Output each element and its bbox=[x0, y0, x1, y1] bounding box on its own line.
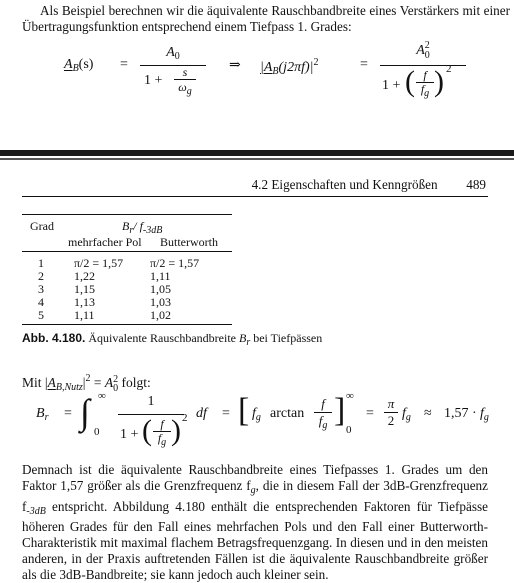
f2-pi-frac bbox=[384, 396, 398, 429]
omega-symbol: ω bbox=[178, 80, 187, 94]
den2-rparen: ) bbox=[434, 65, 444, 98]
symbol-A: A bbox=[64, 57, 73, 72]
integral-sign: ∫ bbox=[80, 392, 90, 432]
f2-fg-sub: g bbox=[255, 412, 261, 423]
f2-approx: ≈ bbox=[424, 406, 432, 421]
mit-A0-sub: 0 bbox=[113, 382, 119, 394]
f2-eq3: = bbox=[366, 406, 374, 421]
cell-butter: π/2 = 1,57 bbox=[150, 256, 200, 270]
col-butter-header: Butterworth bbox=[160, 235, 218, 249]
body-paragraph bbox=[22, 462, 488, 583]
f2-pi: π bbox=[384, 396, 398, 413]
mit-pow: 2 bbox=[85, 373, 91, 384]
caption-label: Abb. 4.180. bbox=[22, 331, 86, 345]
mit-A0-sup: 2 bbox=[113, 373, 119, 385]
equals-sign-2: = bbox=[360, 57, 368, 72]
cell-pol: 1,13 bbox=[74, 295, 95, 309]
group-Br-sub: r bbox=[129, 225, 134, 236]
den-one: 1 + bbox=[144, 73, 163, 88]
body-f3db-sub: -3dB bbox=[26, 505, 46, 517]
cell-grad: 4 bbox=[38, 295, 44, 309]
table-row bbox=[22, 308, 232, 321]
abs-A: |A bbox=[260, 60, 273, 75]
den2-fg bbox=[416, 83, 434, 100]
group-header bbox=[122, 219, 162, 236]
mit-mid: | bbox=[82, 375, 86, 390]
den2-fg-f: f bbox=[420, 82, 425, 96]
f2-fg3 bbox=[480, 406, 489, 423]
f2-val: 1,57 · bbox=[444, 406, 477, 421]
f2-den-one: 1 + bbox=[120, 427, 139, 442]
f2-den-frac bbox=[153, 418, 171, 449]
cell-pol: π/2 = 1,57 bbox=[74, 256, 124, 270]
page-break-rule bbox=[0, 150, 514, 156]
f2-lim-top: ∞ bbox=[346, 390, 354, 402]
f2-fg2 bbox=[402, 406, 411, 423]
f2-df: df bbox=[196, 406, 207, 421]
cell-grad: 1 bbox=[38, 256, 44, 270]
f2-lbracket: [ bbox=[238, 392, 250, 429]
fraction1-bar bbox=[140, 65, 206, 66]
f2-lparen: ( bbox=[142, 414, 152, 447]
fraction2-numerator bbox=[380, 41, 466, 61]
den2-fg-sub: g bbox=[424, 88, 430, 99]
abs-pow: 2 bbox=[313, 57, 319, 68]
f2-fg2-sub: g bbox=[405, 412, 411, 423]
header-rule bbox=[22, 196, 488, 197]
body-p2: entspricht. Abbildung 4.180 enthält die entsprechenden Faktoren für Tiefpässe höheren Grades für den Fall eines mehrfachen Pols und den Fall einer Butterworth-Charakteristik mit maximal flachem Betragsfrequenzgang. In diesen und in den meisten anderen, in der Praxis auftretenden Fällen ist die äquivalente Rauschbandbreite größer als die 3dB-Bandbreite; sie kann jedoch auch kleiner sein. bbox=[22, 498, 488, 582]
mit-A: A bbox=[47, 375, 56, 390]
f2-two: 2 bbox=[387, 413, 395, 428]
f2-arctan-frac bbox=[314, 396, 332, 434]
integral-bottom: 0 bbox=[94, 426, 100, 438]
den2-one: 1 + bbox=[382, 78, 401, 93]
num2-A: A bbox=[416, 43, 425, 59]
f2-fg3-f: f bbox=[480, 406, 484, 421]
formula1-lhs bbox=[64, 57, 93, 74]
symbol-arg: (s) bbox=[78, 57, 94, 72]
col-pol-header: mehrfacher Pol bbox=[68, 235, 142, 249]
group-Br: B bbox=[122, 219, 130, 233]
f2-eq2: = bbox=[222, 406, 230, 421]
den-frac bbox=[174, 65, 196, 99]
den2-frac bbox=[416, 69, 434, 100]
omega-sub: g bbox=[186, 86, 192, 97]
running-header bbox=[0, 177, 486, 193]
f2-den-fg-sub: g bbox=[161, 437, 167, 448]
f2-fg2-f: f bbox=[402, 406, 406, 421]
f2-den-fg bbox=[153, 432, 171, 449]
f2-den-fg-f: f bbox=[157, 431, 162, 445]
mit-A-sub: B,Nutz bbox=[55, 382, 83, 393]
group-f: / f bbox=[133, 219, 143, 233]
f2-rparen: ) bbox=[171, 414, 181, 447]
num-A-sub: 0 bbox=[174, 51, 180, 62]
body-p1: Demnach ist die äquivalente Rauschbandbreite eines Tiefpasses 1. Grades um den Faktor 1,57 größer als die Grenzfrequenz f bbox=[22, 462, 488, 493]
body-fg-sub: g bbox=[250, 484, 256, 496]
symbol-A-sub: B bbox=[72, 63, 79, 74]
f2-fg-f: f bbox=[252, 406, 256, 421]
caption-sym-sub: r bbox=[246, 337, 251, 348]
table-row bbox=[22, 282, 232, 295]
formula-transfer-function bbox=[64, 40, 504, 107]
cell-pol: 1,22 bbox=[74, 269, 95, 283]
f2-afg-f: f bbox=[318, 413, 323, 428]
table-body bbox=[22, 256, 232, 321]
den2-lparen: ( bbox=[405, 65, 415, 98]
caption-sym: B bbox=[238, 331, 247, 345]
integral-top: ∞ bbox=[98, 390, 106, 402]
figure-caption bbox=[22, 331, 322, 348]
cell-butter: 1,02 bbox=[150, 308, 171, 322]
f2-af: f bbox=[314, 396, 332, 413]
body-p1b: , die in diesem Fall der 3dB-Grenzfrequenz f bbox=[22, 477, 489, 514]
page-break-rule-thin bbox=[0, 158, 514, 160]
equals-sign: = bbox=[120, 57, 128, 72]
formula-noise-bandwidth bbox=[36, 390, 506, 456]
fraction1-numerator bbox=[140, 45, 206, 62]
cell-grad: 3 bbox=[38, 282, 44, 296]
f2-rbracket: ] bbox=[334, 392, 346, 429]
num2-sup: 2 bbox=[424, 40, 430, 51]
den-s: s bbox=[174, 65, 196, 80]
f2-arctan: arctan bbox=[270, 406, 305, 421]
cell-grad: 5 bbox=[38, 308, 44, 322]
num2-sub: 0 bbox=[424, 50, 430, 61]
f2-lim-bot: 0 bbox=[346, 424, 352, 436]
f2-eq: = bbox=[64, 406, 72, 421]
cell-butter: 1,03 bbox=[150, 295, 171, 309]
f2-num: 1 bbox=[147, 394, 155, 409]
cell-pol: 1,11 bbox=[74, 308, 95, 322]
f2-den-pow: 2 bbox=[182, 412, 188, 424]
mit-A0: A bbox=[104, 375, 114, 390]
den2-pow: 2 bbox=[446, 63, 452, 75]
table-row bbox=[22, 295, 232, 308]
fraction2-bar bbox=[380, 65, 466, 66]
header-section: 4.2 Eigenschaften und Kenngrößen bbox=[251, 177, 438, 192]
num-A: A bbox=[166, 45, 175, 60]
f2-afg bbox=[314, 413, 332, 434]
mit-post: folgt: bbox=[121, 375, 151, 390]
den-omega bbox=[174, 80, 196, 99]
f2-afg-sub: g bbox=[322, 420, 328, 431]
abs-arg: (j2πf)| bbox=[278, 60, 314, 75]
f2-Br bbox=[36, 406, 48, 423]
abs-A-sub: B bbox=[272, 66, 279, 77]
f2-den-f: f bbox=[153, 418, 171, 432]
header-page-number: 489 bbox=[466, 177, 486, 192]
f2-Br-sub: r bbox=[44, 412, 49, 423]
group-f-sub: -3dB bbox=[142, 225, 163, 236]
intro-text: Als Beispiel berechnen wir die äquivalente Rauschbandbreite eines Verstärkers mit einer Übertragungsfunktion entsprechend einem Tiefpass 1. Grades: bbox=[22, 3, 510, 34]
f2-Br-B: B bbox=[36, 406, 45, 421]
mit-eq: = bbox=[90, 375, 105, 390]
f2-fg bbox=[252, 406, 261, 423]
caption-tail: bei Tiefpässen bbox=[253, 331, 323, 345]
abs-lhs bbox=[260, 57, 318, 77]
intro-paragraph bbox=[22, 3, 510, 35]
cell-butter: 1,11 bbox=[150, 269, 171, 283]
table-row bbox=[22, 256, 232, 269]
col-grad-header: Grad bbox=[30, 219, 54, 233]
table-row bbox=[22, 269, 232, 282]
bandwidth-table bbox=[22, 214, 232, 325]
caption-text: Äquivalente Rauschbandbreite bbox=[88, 331, 236, 345]
cell-pol: 1,15 bbox=[74, 282, 95, 296]
implies-arrow: ⇒ bbox=[229, 58, 241, 73]
cell-grad: 2 bbox=[38, 269, 44, 283]
den2-f: f bbox=[416, 69, 434, 83]
f2-fg3-sub: g bbox=[483, 412, 489, 423]
mit-pre: Mit | bbox=[22, 375, 48, 390]
cell-butter: 1,05 bbox=[150, 282, 171, 296]
